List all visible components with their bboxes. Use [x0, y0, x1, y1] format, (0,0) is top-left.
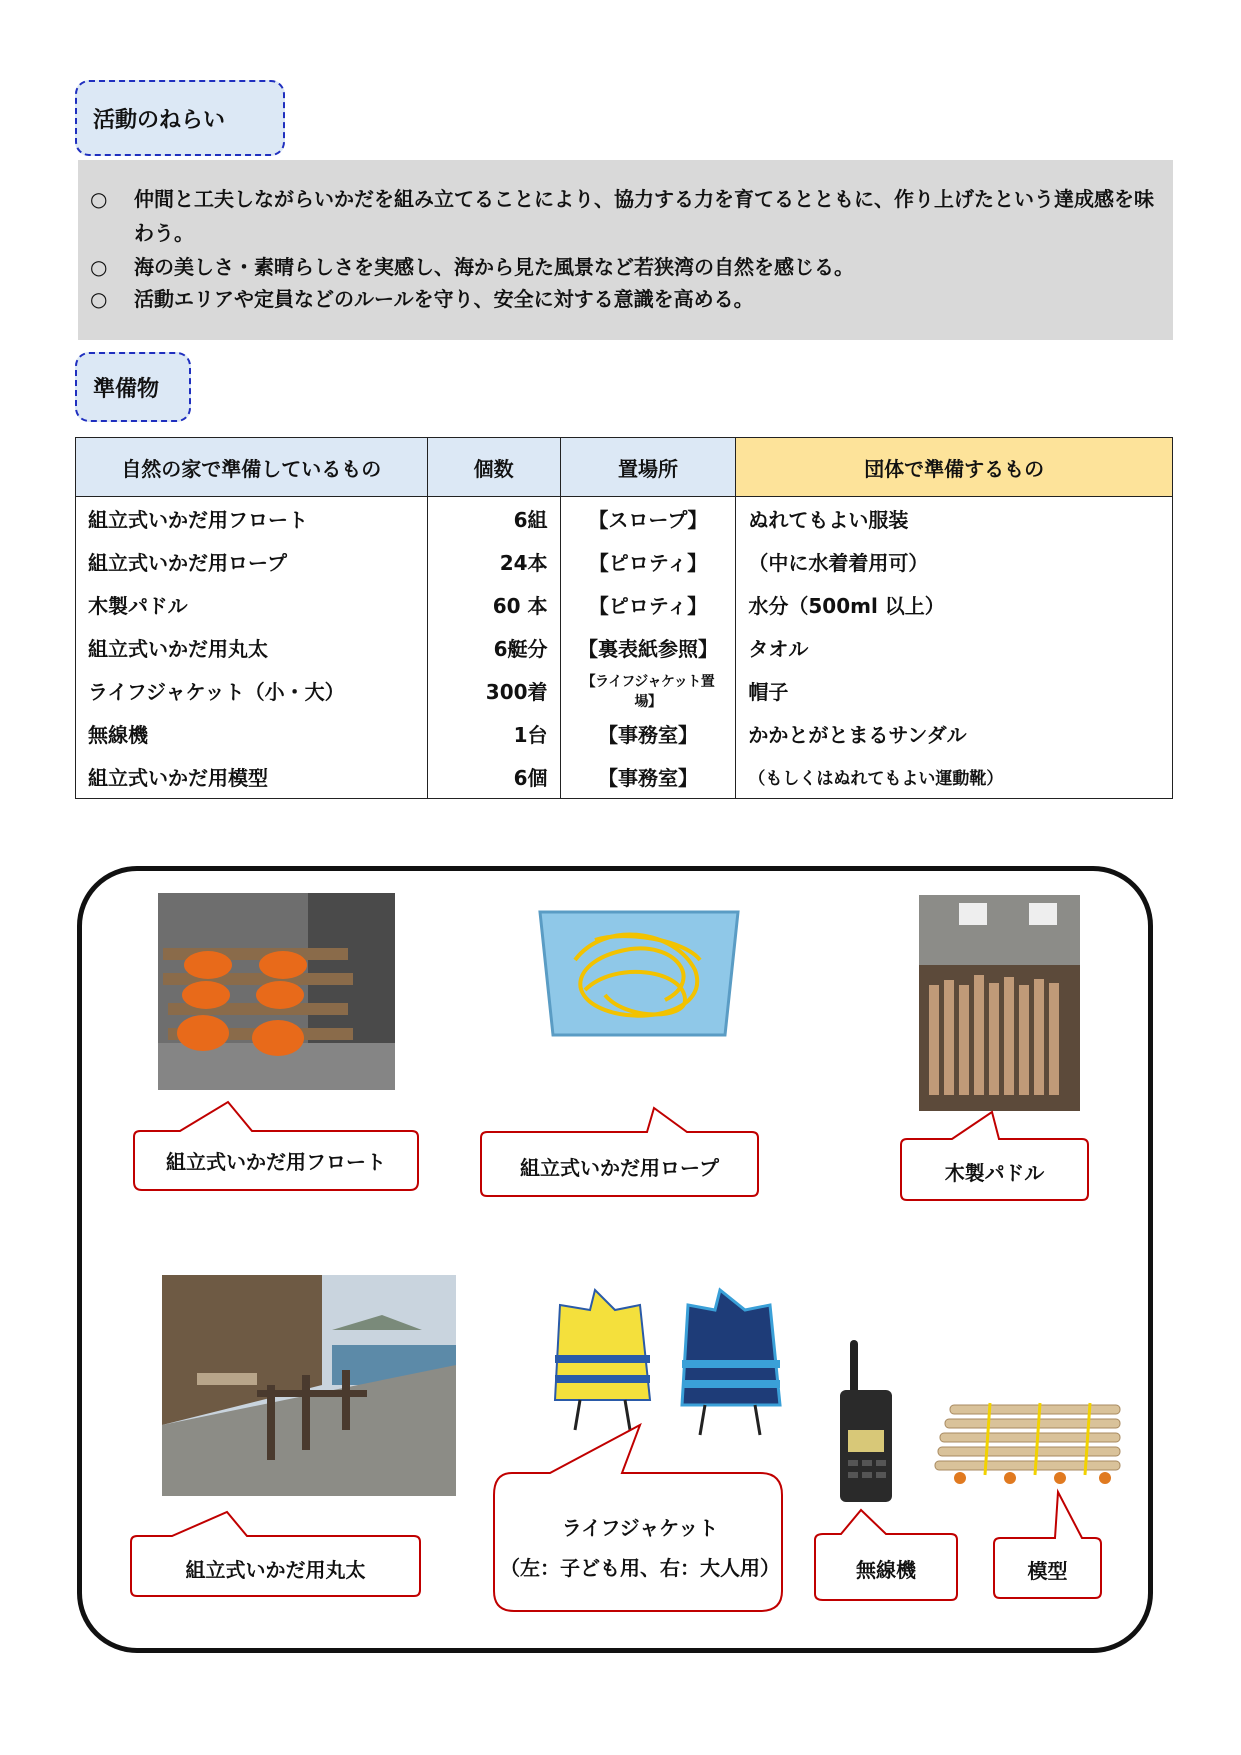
- table-row: [76, 583, 1173, 626]
- cell-item: 組立式いかだ用模型: [76, 755, 428, 799]
- cell-place: 【ライフジャケット置場】: [560, 669, 736, 712]
- callout-log: [127, 1510, 424, 1600]
- cell-group: （中に水着着用可）: [736, 540, 1173, 583]
- cell-item: ライフジャケット（小・大）: [76, 669, 428, 712]
- cell-count: 6個: [427, 755, 560, 799]
- log-photo: [162, 1275, 456, 1496]
- cell-group: （もしくはぬれてもよい運動靴）: [736, 755, 1173, 799]
- cell-count: 300着: [427, 669, 560, 712]
- cell-count: 1台: [427, 712, 560, 755]
- prep-heading: [75, 352, 191, 422]
- callout-model-label: 模型: [1027, 1559, 1068, 1583]
- header-count: 個数: [427, 438, 560, 497]
- cell-group: 水分（500ml 以上）: [736, 583, 1173, 626]
- cell-item: 組立式いかだ用ロープ: [76, 540, 428, 583]
- cell-item: 組立式いかだ用丸太: [76, 626, 428, 669]
- cell-item: 無線機: [76, 712, 428, 755]
- callout-lifejacket-line1: ライフジャケット: [561, 1516, 719, 1540]
- aims-heading: [75, 80, 285, 156]
- cell-group: タオル: [736, 626, 1173, 669]
- table-row: [76, 755, 1173, 799]
- table-row: [76, 497, 1173, 541]
- cell-count: 6艇分: [427, 626, 560, 669]
- cell-place: 【事務室】: [560, 755, 736, 799]
- callout-paddle: [897, 1112, 1092, 1204]
- table-row: [76, 540, 1173, 583]
- callout-paddle-label: 木製パドル: [944, 1161, 1045, 1185]
- callout-lifejacket: [490, 1425, 790, 1615]
- aims-box: [78, 160, 1173, 340]
- callout-rope: [477, 1108, 762, 1200]
- radio-photo: [812, 1330, 922, 1510]
- table-row: [76, 669, 1173, 712]
- cell-group: かかとがとまるサンダル: [736, 712, 1173, 755]
- header-place: 置場所: [560, 438, 736, 497]
- table-header-row: [76, 438, 1173, 497]
- callout-radio-label: 無線機: [856, 1558, 916, 1582]
- cell-group: 帽子: [736, 669, 1173, 712]
- prep-heading-text: 準備物: [93, 376, 160, 402]
- header-group: 団体で準備するもの: [736, 438, 1173, 497]
- rope-photo: [535, 900, 743, 1045]
- cell-place: 【スロープ】: [560, 497, 736, 541]
- cell-count: 6組: [427, 497, 560, 541]
- table-row: [76, 626, 1173, 669]
- callout-rope-label: 組立式いかだ用ロープ: [520, 1156, 719, 1180]
- cell-place: 【ピロティ】: [560, 540, 736, 583]
- callout-model: [990, 1490, 1105, 1602]
- prep-table: [75, 437, 1173, 799]
- callout-radio: [811, 1508, 961, 1604]
- aim-text: 仲間と工夫しながらいかだを組み立てることにより、協力する力を育てるとともに、作り上げたという達成感を味わう。: [134, 187, 1154, 245]
- circle-bullet-icon: ○: [90, 255, 108, 279]
- cell-place: 【ピロティ】: [560, 583, 736, 626]
- cell-place: 【事務室】: [560, 712, 736, 755]
- table-row: [76, 712, 1173, 755]
- aim-text: 海の美しさ・素晴らしさを実感し、海から見た風景など若狭湾の自然を感じる。: [134, 255, 854, 279]
- model-photo: [930, 1395, 1130, 1490]
- cell-item: 組立式いかだ用フロート: [76, 497, 428, 541]
- float-photo: [158, 893, 395, 1090]
- aim-text: 活動エリアや定員などのルールを守り、安全に対する意識を高める。: [134, 287, 754, 311]
- cell-place: 【裏表紙参照】: [560, 626, 736, 669]
- aims-heading-text: 活動のねらい: [93, 107, 226, 133]
- cell-group: ぬれてもよい服装: [736, 497, 1173, 541]
- cell-count: 60 本: [427, 583, 560, 626]
- paddle-photo: [919, 895, 1080, 1111]
- callout-lifejacket-line2: （左：子ども用、右：大人用）: [500, 1556, 780, 1580]
- callout-log-label: 組立式いかだ用丸太: [185, 1558, 366, 1582]
- header-item: 自然の家で準備しているもの: [76, 438, 428, 497]
- callout-float-label: 組立式いかだ用フロート: [166, 1150, 386, 1174]
- cell-count: 24本: [427, 540, 560, 583]
- circle-bullet-icon: ○: [90, 187, 108, 211]
- cell-item: 木製パドル: [76, 583, 428, 626]
- circle-bullet-icon: ○: [90, 287, 108, 311]
- callout-float: [130, 1100, 422, 1194]
